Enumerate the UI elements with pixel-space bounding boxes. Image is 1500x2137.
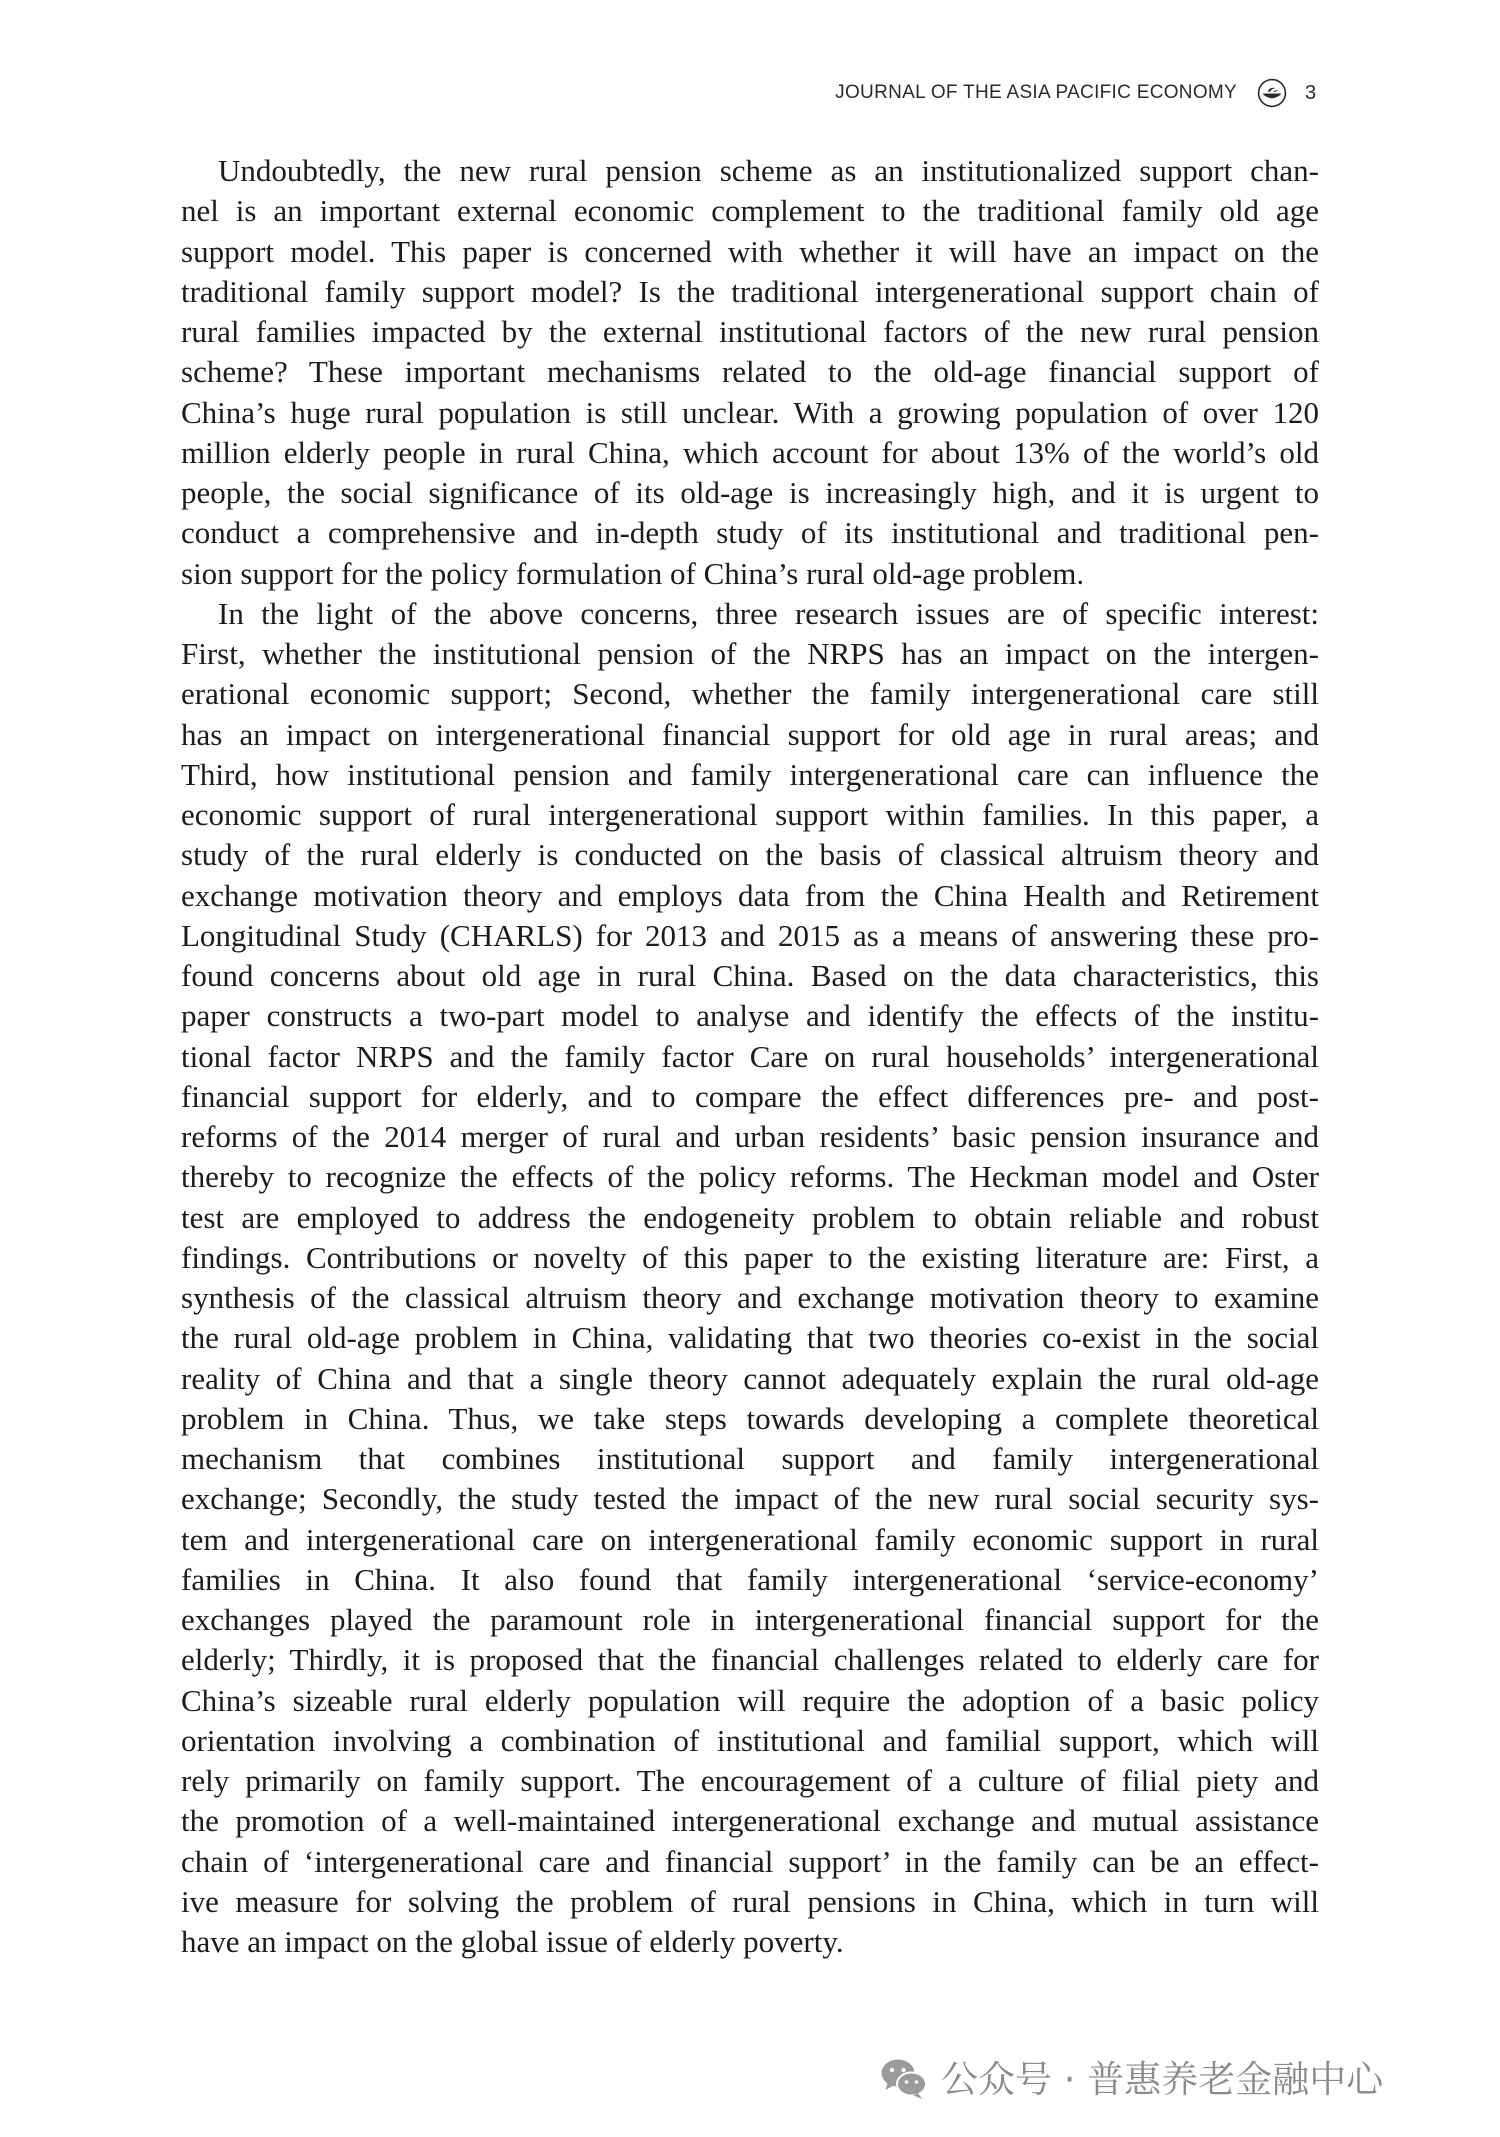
text-line: Undoubtedly, the new rural pension scheme as an institutionalized support chan- [218, 153, 1319, 188]
running-header [0, 80, 1500, 106]
text-line: exchange; Secondly, the study tested the impact of the new rural social security sys- [181, 1481, 1319, 1517]
text-line: Longitudinal Study (CHARLS) for 2013 and 2015 as a means of answering these pro- [181, 917, 1319, 953]
text-line: scheme? These important mechanisms related to the old-age financial support of [181, 354, 1319, 390]
watermark-text: 公众号 · 普惠养老金融中心 [941, 2058, 1384, 2101]
text-line: conduct a comprehensive and in-depth study of its institutional and traditional pen- [181, 515, 1319, 551]
text-line: test are employed to address the endogeneity problem to obtain reliable and robust [181, 1199, 1319, 1235]
text-line: tem and intergenerational care on intergenerational family economic support in rural [181, 1521, 1319, 1557]
text-line: the rural old-age problem in China, validating that two theories co-exist in the social [181, 1320, 1319, 1356]
text-line: million elderly people in rural China, which account for about 13% of the world’s old [181, 434, 1319, 470]
text-line: rely primarily on family support. The encouragement of a culture of filial piety and [181, 1763, 1319, 1798]
text-line: support model. This paper is concerned with whether it will have an impact on the [181, 233, 1319, 269]
text-line: Third, how institutional pension and family intergenerational care can influence the [181, 756, 1319, 792]
text-line: traditional family support model? Is the traditional intergenerational support chain of [181, 273, 1319, 309]
text-line: tional factor NRPS and the family factor Care on rural households’ intergenerational [181, 1038, 1319, 1074]
text-line: problem in China. Thus, we take steps towards developing a complete theoretical [181, 1400, 1319, 1436]
text-line: paper constructs a two-part model to analyse and identify the effects of the institu- [181, 998, 1319, 1034]
page-number: 3 [1305, 82, 1317, 104]
paragraph-1 [181, 151, 1319, 594]
text-line: First, whether the institutional pension of the NRPS has an impact on the intergen- [181, 636, 1319, 671]
text-line: In the light of the above concerns, three research issues are of specific interest: [218, 595, 1319, 631]
text-line: economic support of rural intergenerational support within families. In this paper, a [181, 797, 1319, 832]
text-line: synthesis of the classical altruism theory and exchange motivation theory to examine [181, 1280, 1319, 1315]
text-line: sion support for the policy formulation of China’s rural old-age problem. [181, 555, 1085, 591]
text-line: study of the rural elderly is conducted on the basis of classical altruism theory and [181, 837, 1319, 873]
text-line: financial support for elderly, and to compare the effect differences pre- and post- [181, 1078, 1319, 1114]
text-line: thereby to recognize the effects of the policy reforms. The Heckman model and Oster [181, 1159, 1319, 1195]
text-line: nel is an important external economic complement to the traditional family old age [181, 193, 1319, 229]
text-line: exchange motivation theory and employs data from the China Health and Retirement [181, 877, 1319, 913]
text-line: exchanges played the paramount role in intergenerational financial support for the [181, 1602, 1319, 1637]
text-line: reforms of the 2014 merger of rural and urban residents’ basic pension insurance and [181, 1119, 1319, 1154]
text-line: rural families impacted by the external institutional factors of the new rural pension [181, 314, 1319, 349]
text-line: elderly; Thirdly, it is proposed that the financial challenges related to elderly care for [181, 1642, 1319, 1678]
text-line: mechanism that combines institutional support and family intergenerational [181, 1441, 1319, 1476]
text-line: have an impact on the global issue of elderly poverty. [181, 1924, 844, 1959]
publisher-logo-icon [1257, 78, 1287, 108]
journal-title: JOURNAL OF THE ASIA PACIFIC ECONOMY [835, 82, 1237, 103]
text-line: found concerns about old age in rural China. Based on the data characteristics, this [181, 958, 1319, 993]
text-line: China’s sizeable rural elderly population will require the adoption of a basic policy [181, 1682, 1319, 1718]
text-line: erational economic support; Second, whether the family intergenerational care still [181, 676, 1319, 712]
text-line: orientation involving a combination of institutional and familial support, which will [181, 1722, 1319, 1758]
text-line: has an impact on intergenerational financial support for old age in rural areas; and [181, 716, 1319, 752]
watermark [880, 2056, 1470, 2104]
text-line: the promotion of a well-maintained intergenerational exchange and mutual assistance [181, 1803, 1319, 1839]
text-line: findings. Contributions or novelty of this paper to the existing literature are: First, a [181, 1239, 1319, 1275]
wechat-icon [880, 2058, 928, 2100]
text-line: China’s huge rural population is still unclear. With a growing population of over 120 [181, 394, 1319, 430]
paragraph-2 [181, 594, 1319, 1963]
text-line: families in China. It also found that family intergenerational ‘service-economy’ [181, 1561, 1319, 1597]
text-line: reality of China and that a single theory cannot adequately explain the rural old-age [181, 1360, 1319, 1396]
text-line: chain of ‘intergenerational care and financial support’ in the family can be an effect- [181, 1843, 1319, 1879]
body-text [181, 151, 1319, 1962]
text-line: people, the social significance of its old-age is increasingly high, and it is urgent to [181, 475, 1319, 510]
text-line: ive measure for solving the problem of rural pensions in China, which in turn will [181, 1883, 1319, 1919]
